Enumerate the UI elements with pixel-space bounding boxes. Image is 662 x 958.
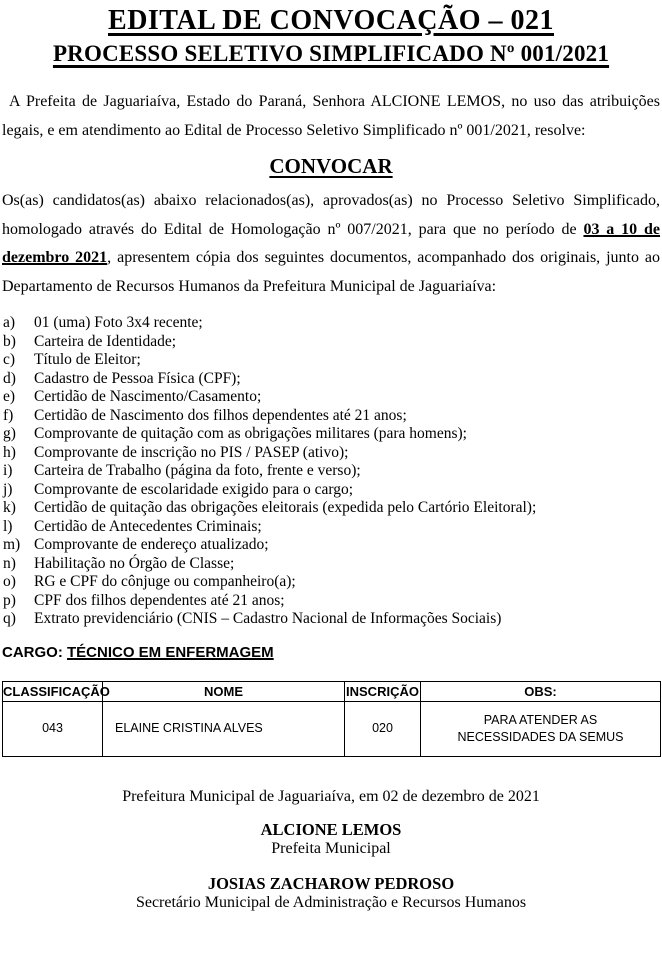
list-item-letter: f): [3, 406, 14, 424]
document-subtitle-text: PROCESSO SELETIVO SIMPLIFICADO Nº 001/2021: [52, 41, 610, 66]
list-item: [2, 333, 660, 352]
list-item-letter: g): [3, 425, 16, 442]
list-item-letter: e): [3, 388, 16, 405]
signature-role: Prefeita Municipal: [271, 839, 391, 857]
list-item-text: Certidão de quitação das obrigações eleitorais (expedida pelo Cartório Eleitoral);: [34, 499, 537, 516]
list-item-text: Habilitação no Órgão de Classe;: [34, 554, 235, 572]
list-item-text: 01 (uma) Foto 3x4 recente;: [34, 314, 203, 331]
list-item: [2, 610, 660, 629]
list-item-letter: k): [3, 499, 16, 516]
list-item: [2, 555, 660, 574]
cargo-label: CARGO:: [2, 643, 67, 661]
list-item-text: Extrato previdenciário (CNIS – Cadastro Nacional de Informações Sociais): [34, 610, 502, 627]
convocar-heading: [2, 153, 660, 179]
list-item-letter: j): [3, 480, 13, 498]
list-item: [2, 518, 660, 537]
list-item: [2, 407, 660, 426]
list-item: [2, 573, 660, 592]
body-paragraph-after: , apresentem cópia dos seguintes documentos, acompanhado dos originais, junto ao Departamento de Recursos Humanos da Prefeitura Municipal de Jaguariaíva:: [2, 249, 661, 295]
list-item: [2, 370, 660, 389]
list-item: [2, 499, 660, 518]
list-item-text: Comprovante de endereço atualizado;: [34, 536, 269, 553]
list-item-letter: q): [3, 610, 16, 627]
list-item-letter: d): [3, 369, 16, 387]
cell-inscricao: 020: [345, 701, 421, 756]
header-classificacao: CLASSIFICAÇÃO: [3, 681, 103, 701]
convocation-period: 03 a 10 de dezembro 2021: [2, 220, 661, 266]
list-item-letter: i): [3, 462, 13, 479]
header-obs: OBS:: [421, 681, 661, 701]
closing-date-line: Prefeitura Municipal de Jaguariaíva, em 02 de dezembro de 2021: [122, 787, 540, 805]
table-header-row: [3, 681, 661, 701]
list-item-letter: m): [3, 536, 21, 553]
list-item-letter: c): [3, 351, 16, 368]
list-item-letter: a): [3, 314, 16, 331]
list-item: [2, 592, 660, 611]
list-item-text: Certidão de Nascimento dos filhos dependentes até 21 anos;: [34, 406, 407, 424]
list-item: [2, 388, 660, 407]
list-item-text: Cadastro de Pessoa Física (CPF);: [34, 369, 241, 387]
header-nome: NOME: [103, 681, 345, 701]
signature-name: JOSIAS ZACHAROW PEDROSO: [207, 873, 455, 893]
required-documents-list: [2, 314, 660, 629]
cargo-value: TÉCNICO EM ENFERMAGEM: [67, 643, 274, 661]
list-item-text: Certidão de Nascimento/Casamento;: [34, 388, 262, 405]
signature-block-secretary: [2, 874, 660, 912]
list-item: [2, 314, 660, 333]
intro-paragraph: A Prefeita de Jaguariaíva, Estado do Paraná, Senhora ALCIONE LEMOS, no uso das atribuições legais, e em atendimento ao Edital de Processo Seletivo Simplificado nº 001/2021, resolve:: [2, 93, 660, 139]
list-item-letter: o): [3, 573, 16, 590]
cell-nome: ELAINE CRISTINA ALVES: [103, 701, 345, 756]
list-item-letter: n): [3, 554, 16, 572]
list-item-text: RG e CPF do cônjuge ou companheiro(a);: [34, 573, 296, 590]
signature-name: ALCIONE LEMOS: [260, 819, 402, 839]
signature-role: Secretário Municipal de Administração e Recursos Humanos: [135, 893, 527, 911]
document-title-text: EDITAL DE CONVOCAÇÃO – 021: [108, 5, 554, 36]
list-item-text: Carteira de Identidade;: [34, 332, 177, 350]
cell-classificacao: 043: [3, 701, 103, 756]
list-item: [2, 351, 660, 370]
list-item-text: Título de Eleitor;: [34, 351, 141, 368]
list-item: [2, 481, 660, 500]
list-item-text: Certidão de Antecedentes Criminais;: [34, 517, 262, 535]
list-item-letter: b): [3, 332, 16, 350]
list-item: [2, 444, 660, 463]
list-item: [2, 536, 660, 555]
list-item-letter: l): [3, 517, 13, 535]
list-item-text: CPF dos filhos dependentes até 21 anos;: [34, 591, 285, 609]
convocar-heading-text: CONVOCAR: [269, 154, 393, 178]
document-subtitle: [2, 39, 660, 68]
list-item: [2, 425, 660, 444]
body-paragraph-before: Os(as) candidatos(as) abaixo relacionados(as), aprovados(as) no Processo Seletivo Simplificado, homologado através do Edital de Homologação nº 007/2021, para que no período de: [2, 192, 660, 238]
list-item-text: Carteira de Trabalho (página da foto, frente e verso);: [34, 462, 361, 479]
list-item: [2, 462, 660, 481]
cargo-line: [2, 643, 660, 662]
list-item-letter: h): [3, 443, 16, 461]
list-item-letter: p): [3, 591, 16, 609]
cell-obs: PARA ATENDER AS NECESSIDADES DA SEMUS: [421, 701, 661, 756]
header-inscricao: INSCRIÇÃO: [345, 681, 421, 701]
body-paragraph: [2, 187, 660, 301]
list-item-text: Comprovante de inscrição no PIS / PASEP (ativo);: [34, 443, 349, 461]
document-title: [2, 3, 660, 39]
candidates-table: [2, 681, 661, 757]
table-row: [3, 701, 661, 756]
list-item-text: Comprovante de quitação com as obrigações militares (para homens);: [34, 425, 467, 442]
signature-block-mayor: [2, 820, 660, 858]
list-item-text: Comprovante de escolaridade exigido para o cargo;: [34, 480, 354, 498]
